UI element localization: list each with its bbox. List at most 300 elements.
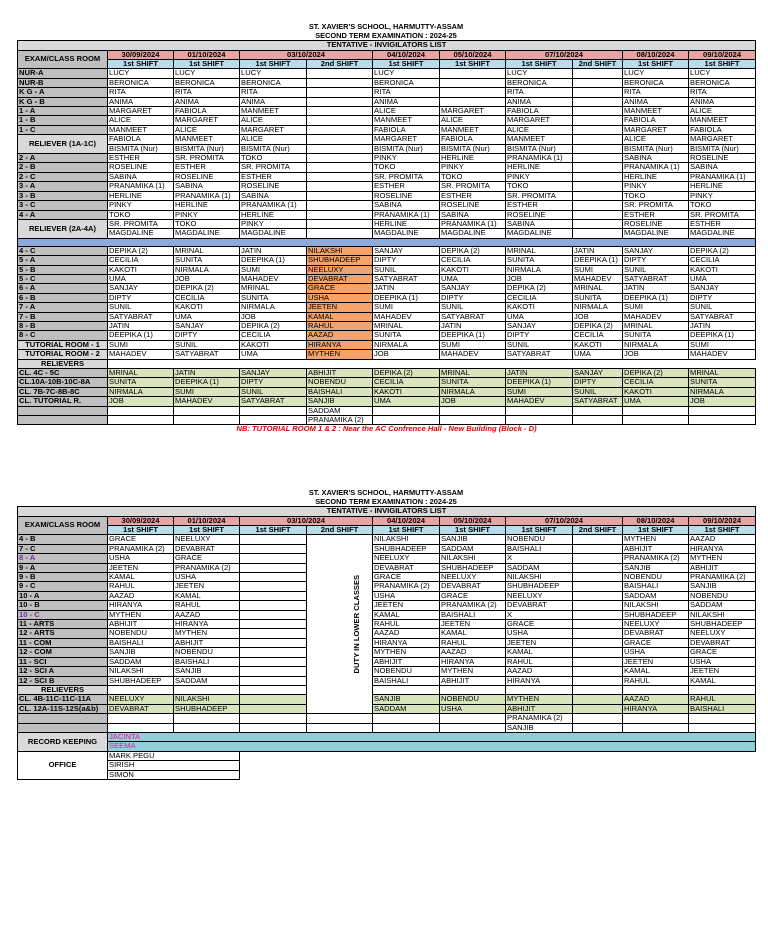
- date-header: 01/10/2024: [174, 50, 240, 59]
- name-cell: SATYABRAT: [623, 274, 689, 283]
- name-cell: BAISHALI: [174, 657, 240, 666]
- name-cell: [573, 182, 623, 191]
- name-cell: ESTHER: [623, 210, 689, 219]
- row-label: 8 - B: [18, 321, 108, 330]
- name-cell: MAGDALINE: [174, 229, 240, 238]
- date-header: 03/10/2024: [240, 516, 373, 525]
- table-row: [18, 78, 756, 87]
- name-cell: SABINA: [440, 210, 506, 219]
- office-staff-name: SIMON: [108, 770, 240, 779]
- name-cell: NILAKSHI: [108, 667, 174, 676]
- name-cell: HIRANYA: [689, 544, 756, 553]
- name-cell: PRANAMIKA (2): [506, 714, 573, 723]
- tentative-title: TENTATIVE - INVIGILATORS LIST: [18, 507, 756, 516]
- name-cell: CECILIA: [689, 256, 756, 265]
- table-row: [18, 601, 756, 610]
- name-cell: ESTHER: [240, 172, 307, 181]
- name-cell: [240, 582, 307, 591]
- name-cell: BERONICA: [506, 78, 573, 87]
- name-cell: HERLINE: [108, 191, 174, 200]
- name-cell: DEEPIKA (1): [506, 378, 573, 387]
- name-cell: ABHIJIT: [174, 638, 240, 647]
- invigilator-sheet-2: [17, 489, 755, 780]
- exam-name: SECOND TERM EXAMINATION : 2024-25: [315, 30, 457, 40]
- name-cell: ANIMA: [240, 97, 307, 106]
- name-cell: MYTHEN: [373, 648, 440, 657]
- row-label: 5 - C: [18, 274, 108, 283]
- name-cell: DIPTY: [174, 331, 240, 340]
- name-cell: JOB: [506, 274, 573, 283]
- name-cell: BAISHALI: [307, 387, 373, 396]
- shift-header: 1st SHIFT: [689, 526, 756, 535]
- name-cell: [440, 88, 506, 97]
- shift-header: 1st SHIFT: [623, 60, 689, 69]
- name-cell: GRACE: [440, 591, 506, 600]
- name-cell: MARGARET: [689, 135, 756, 144]
- name-cell: [573, 88, 623, 97]
- row-label: 1 - C: [18, 125, 108, 134]
- name-cell: KAKOTI: [689, 265, 756, 274]
- shift-header: 1st SHIFT: [373, 60, 440, 69]
- name-cell: NOBENDU: [307, 378, 373, 387]
- name-cell: PINKY: [240, 219, 307, 228]
- exam-class-room-header: EXAM/CLASS ROOM: [18, 50, 108, 69]
- name-cell: MAGDALINE: [373, 229, 440, 238]
- table-row: [18, 704, 756, 713]
- name-cell: [573, 667, 623, 676]
- name-cell: MAHADEV: [240, 274, 307, 283]
- name-cell: MANMEET: [623, 107, 689, 116]
- name-cell: JATIN: [108, 321, 174, 330]
- name-cell: JOB: [174, 274, 240, 283]
- name-cell: PRANAMIKA (2): [373, 582, 440, 591]
- name-cell: [573, 704, 623, 713]
- row-label: CL. 7B-7C-8B-8C: [18, 387, 108, 396]
- name-cell: KAKOTI: [573, 340, 623, 349]
- name-cell: ALICE: [174, 125, 240, 134]
- name-cell: SADDAM: [689, 601, 756, 610]
- name-cell: LUCY: [240, 69, 307, 78]
- name-cell: ANIMA: [506, 97, 573, 106]
- name-cell: MAGDALINE: [623, 229, 689, 238]
- name-cell: BERONICA: [174, 78, 240, 87]
- table-row: [18, 648, 756, 657]
- name-cell: SABINA: [506, 219, 573, 228]
- name-cell: LUCY: [506, 69, 573, 78]
- name-cell: KAKOTI: [373, 387, 440, 396]
- name-cell: KAKOTI: [108, 265, 174, 274]
- name-cell: [307, 78, 373, 87]
- name-cell: PRANAMIKA (1): [108, 182, 174, 191]
- name-cell: RITA: [506, 88, 573, 97]
- name-cell: NILAKSHI: [506, 573, 573, 582]
- name-cell: ALICE: [440, 116, 506, 125]
- row-label: CL. 12A-11S-12S(a&b): [18, 704, 108, 713]
- row-label: 3 - B: [18, 191, 108, 200]
- name-cell: MRINAL: [573, 284, 623, 293]
- name-cell: [573, 135, 623, 144]
- name-cell: NOBENDU: [373, 667, 440, 676]
- name-cell: [573, 648, 623, 657]
- name-cell: MYTHEN: [689, 554, 756, 563]
- name-cell: [573, 695, 623, 704]
- name-cell: DIPTY: [689, 293, 756, 302]
- name-cell: MANMEET: [689, 116, 756, 125]
- shift-header: 1st SHIFT: [506, 60, 573, 69]
- name-cell: SUMI: [240, 265, 307, 274]
- name-cell: AAZAD: [307, 331, 373, 340]
- name-cell: BAISHALI: [623, 582, 689, 591]
- shift-header: 1st SHIFT: [174, 526, 240, 535]
- name-cell: NILAKSHI: [689, 610, 756, 619]
- name-cell: SABINA: [623, 154, 689, 163]
- name-cell: BAISHALI: [440, 610, 506, 619]
- table-row: [18, 544, 756, 553]
- name-cell: SHUBHADEEP: [174, 704, 240, 713]
- table-row: [18, 554, 756, 563]
- name-cell: ALICE: [373, 107, 440, 116]
- name-cell: ALICE: [240, 135, 307, 144]
- name-cell: MANMEET: [506, 135, 573, 144]
- row-label: 11 - SCI: [18, 657, 108, 666]
- row-label: 10 - C: [18, 610, 108, 619]
- name-cell: SATYABRAT: [174, 350, 240, 359]
- name-cell: MANMEET: [108, 125, 174, 134]
- name-cell: NEELUXY: [623, 620, 689, 629]
- name-cell: SUNITA: [623, 331, 689, 340]
- table-row: [18, 201, 756, 210]
- name-cell: [240, 676, 307, 685]
- name-cell: BISMITA (Nur): [240, 144, 307, 153]
- name-cell: RITA: [373, 88, 440, 97]
- name-cell: [240, 573, 307, 582]
- name-cell: PRANAMIKA (2): [689, 573, 756, 582]
- name-cell: [240, 554, 307, 563]
- name-cell: HIRANYA: [307, 340, 373, 349]
- name-cell: RAHUL: [689, 695, 756, 704]
- name-cell: PRANAMIKA (1): [506, 154, 573, 163]
- relievers-label: RELIEVERS: [18, 685, 108, 694]
- name-cell: ABHIJIT: [373, 657, 440, 666]
- table-row: [18, 210, 756, 219]
- name-cell: UMA: [440, 274, 506, 283]
- name-cell: [307, 191, 373, 200]
- office-label: OFFICE: [18, 751, 108, 779]
- name-cell: MANMEET: [373, 116, 440, 125]
- name-cell: ANIMA: [623, 97, 689, 106]
- name-cell: [573, 154, 623, 163]
- name-cell: ESTHER: [108, 154, 174, 163]
- name-cell: [240, 601, 307, 610]
- name-cell: SUMI: [373, 303, 440, 312]
- table-row: [18, 246, 756, 255]
- date-header: 01/10/2024: [174, 516, 240, 525]
- table-row: [18, 535, 756, 544]
- name-cell: DEPIKA (2): [689, 246, 756, 255]
- name-cell: MAHADEV: [689, 350, 756, 359]
- row-label: RELIEVER (1A-1C): [18, 135, 108, 154]
- name-cell: SUNIL: [506, 340, 573, 349]
- name-cell: MAGDALINE: [108, 229, 174, 238]
- name-cell: UMA: [174, 312, 240, 321]
- date-header: 04/10/2024: [373, 516, 440, 525]
- name-cell: SANJAY: [174, 321, 240, 330]
- name-cell: [573, 573, 623, 582]
- name-cell: USHA: [689, 657, 756, 666]
- name-cell: DEEPIKA (1): [240, 256, 307, 265]
- name-cell: JATIN: [623, 284, 689, 293]
- name-cell: KAMAL: [174, 591, 240, 600]
- name-cell: ABHIJIT: [108, 620, 174, 629]
- table-row: [18, 685, 756, 694]
- row-label: 5 - B: [18, 265, 108, 274]
- table-row: [18, 191, 756, 200]
- name-cell: MAHADEV: [440, 350, 506, 359]
- school-name: ST. XAVIER'S SCHOOL, HARMUTTY-ASSAM: [308, 22, 464, 31]
- name-cell: DEVABRAT: [506, 601, 573, 610]
- name-cell: NIRMALA: [689, 387, 756, 396]
- name-cell: SUNIL: [440, 303, 506, 312]
- name-cell: SR. PROMITA: [108, 219, 174, 228]
- name-cell: TOKO: [440, 172, 506, 181]
- name-cell: ROSELINE: [174, 172, 240, 181]
- table-row: [18, 107, 756, 116]
- name-cell: PRANAMIKA (1): [174, 191, 240, 200]
- date-header: 08/10/2024: [623, 516, 689, 525]
- name-cell: DEVABRAT: [108, 704, 174, 713]
- name-cell: KAMAL: [689, 676, 756, 685]
- table-row: [18, 163, 756, 172]
- name-cell: CECILIA: [174, 293, 240, 302]
- name-cell: PINKY: [506, 172, 573, 181]
- name-cell: [307, 210, 373, 219]
- name-cell: MRINAL: [174, 246, 240, 255]
- name-cell: SADDAM: [373, 704, 440, 713]
- row-label: 11 - ARTS: [18, 620, 108, 629]
- name-cell: SABINA: [689, 163, 756, 172]
- name-cell: DEPIKA (2): [506, 284, 573, 293]
- name-cell: SUMI: [174, 387, 240, 396]
- name-cell: MYTHEN: [440, 667, 506, 676]
- name-cell: ROSELINE: [240, 182, 307, 191]
- name-cell: MAGDALINE: [240, 229, 307, 238]
- name-cell: KAKOTI: [623, 387, 689, 396]
- name-cell: [240, 629, 307, 638]
- name-cell: MARGARET: [440, 107, 506, 116]
- name-cell: DEVABRAT: [373, 563, 440, 572]
- duty-text: DUTY IN LOWER CLASSES: [352, 574, 362, 674]
- name-cell: JATIN: [506, 369, 573, 378]
- name-cell: KAMAL: [440, 629, 506, 638]
- name-cell: [307, 172, 373, 181]
- name-cell: [573, 69, 623, 78]
- name-cell: [307, 154, 373, 163]
- name-cell: DEEPIKA (1): [174, 378, 240, 387]
- date-header: 03/10/2024: [240, 50, 373, 59]
- name-cell: JATIN: [440, 321, 506, 330]
- row-label: 11 - COM: [18, 638, 108, 647]
- name-cell: MAGDALINE: [506, 229, 573, 238]
- table-row: [18, 667, 756, 676]
- shift-header: 1st SHIFT: [506, 526, 573, 535]
- row-label: 7 - B: [18, 312, 108, 321]
- shift-header: 2nd SHIFT: [307, 526, 373, 535]
- name-cell: [240, 563, 307, 572]
- name-cell: CECILIA: [506, 293, 573, 302]
- name-cell: JATIN: [240, 246, 307, 255]
- name-cell: [573, 116, 623, 125]
- name-cell: MYTHEN: [174, 629, 240, 638]
- name-cell: ESTHER: [373, 182, 440, 191]
- row-label: NUR-B: [18, 78, 108, 87]
- table-row: [18, 229, 756, 238]
- name-cell: SATYABRAT: [440, 312, 506, 321]
- name-cell: RAHUL: [440, 638, 506, 647]
- name-cell: AAZAD: [440, 648, 506, 657]
- name-cell: ROSELINE: [440, 201, 506, 210]
- name-cell: SANJIB: [506, 723, 573, 732]
- name-cell: CECILIA: [573, 331, 623, 340]
- table-row: [18, 331, 756, 340]
- name-cell: MYTHEN: [506, 695, 573, 704]
- name-cell: JOB: [240, 312, 307, 321]
- name-cell: [240, 591, 307, 600]
- row-label: CL. TUTORIAL R.: [18, 397, 108, 406]
- name-cell: NOBENDU: [440, 695, 506, 704]
- name-cell: ROSELINE: [108, 163, 174, 172]
- office-staff-name: MARK PEGU: [108, 751, 240, 760]
- name-cell: USHA: [623, 648, 689, 657]
- name-cell: SR. PROMITA: [240, 163, 307, 172]
- name-cell: SUNIL: [689, 303, 756, 312]
- table-row: [18, 69, 756, 78]
- name-cell: CECILIA: [440, 256, 506, 265]
- name-cell: USHA: [440, 704, 506, 713]
- name-cell: SR. PROMITA: [174, 154, 240, 163]
- name-cell: SUNITA: [440, 378, 506, 387]
- name-cell: UMA: [689, 274, 756, 283]
- name-cell: [573, 125, 623, 134]
- name-cell: MAHADEV: [623, 312, 689, 321]
- name-cell: ALICE: [240, 116, 307, 125]
- name-cell: ALICE: [689, 107, 756, 116]
- row-label: 2 - C: [18, 172, 108, 181]
- name-cell: JEETEN: [689, 667, 756, 676]
- name-cell: MARGARET: [506, 116, 573, 125]
- name-cell: ABHIJIT: [689, 563, 756, 572]
- name-cell: MRINAL: [506, 246, 573, 255]
- name-cell: JEETEN: [623, 657, 689, 666]
- row-label: 9 - C: [18, 582, 108, 591]
- name-cell: JATIN: [689, 321, 756, 330]
- name-cell: BAISHALI: [373, 676, 440, 685]
- name-cell: HERLINE: [240, 210, 307, 219]
- name-cell: UMA: [373, 397, 440, 406]
- name-cell: [307, 229, 373, 238]
- row-label: CL. 4C - 5C: [18, 369, 108, 378]
- shift-header: 2nd SHIFT: [307, 60, 373, 69]
- relievers-label: RELIEVERS: [18, 359, 108, 368]
- name-cell: SADDAM: [623, 591, 689, 600]
- name-cell: KAMAL: [108, 573, 174, 582]
- name-cell: [573, 582, 623, 591]
- name-cell: JEETEN: [373, 601, 440, 610]
- name-cell: JOB: [573, 312, 623, 321]
- name-cell: CECILIA: [373, 378, 440, 387]
- name-cell: [440, 78, 506, 87]
- name-cell: NEELUXY: [108, 695, 174, 704]
- name-cell: MRINAL: [440, 369, 506, 378]
- row-label: 9 - B: [18, 573, 108, 582]
- name-cell: BERONICA: [240, 78, 307, 87]
- name-cell: SANJAY: [623, 246, 689, 255]
- name-cell: PINKY: [373, 154, 440, 163]
- name-cell: NEELUXY: [373, 554, 440, 563]
- name-cell: DEEPIKA (1): [689, 331, 756, 340]
- name-cell: [573, 544, 623, 553]
- name-cell: NIRMALA: [440, 387, 506, 396]
- table-row: [18, 369, 756, 378]
- name-cell: ABHIJIT: [506, 704, 573, 713]
- name-cell: LUCY: [174, 69, 240, 78]
- name-cell: [573, 107, 623, 116]
- name-cell: MAHADEV: [373, 312, 440, 321]
- name-cell: ALICE: [506, 125, 573, 134]
- name-cell: [307, 135, 373, 144]
- name-cell: PRANAMIKA (1): [689, 172, 756, 181]
- name-cell: NEELUXY: [174, 535, 240, 544]
- name-cell: [307, 116, 373, 125]
- name-cell: BERONICA: [689, 78, 756, 87]
- table-row: [18, 116, 756, 125]
- name-cell: DIPTY: [373, 256, 440, 265]
- name-cell: SATYABRAT: [240, 397, 307, 406]
- table-row: [18, 638, 756, 647]
- name-cell: PRANAMIKA (2): [174, 563, 240, 572]
- row-label: 4 - B: [18, 535, 108, 544]
- table-row: [18, 350, 756, 359]
- name-cell: AAZAD: [689, 535, 756, 544]
- name-cell: GRACE: [108, 535, 174, 544]
- name-cell: DEVABRAT: [689, 638, 756, 647]
- name-cell: MANMEET: [240, 107, 307, 116]
- name-cell: [240, 667, 307, 676]
- name-cell: ESTHER: [689, 219, 756, 228]
- row-label: 1 - A: [18, 107, 108, 116]
- date-header: 09/10/2024: [689, 50, 756, 59]
- name-cell: SABINA: [108, 172, 174, 181]
- table-row: [18, 582, 756, 591]
- table-row: [18, 676, 756, 685]
- row-label: 7 - A: [18, 303, 108, 312]
- name-cell: HERLINE: [440, 154, 506, 163]
- row-label: 5 - A: [18, 256, 108, 265]
- name-cell: PRANAMIKA (1): [240, 201, 307, 210]
- table-row: [18, 274, 756, 283]
- table-row: [18, 340, 756, 349]
- name-cell: HERLINE: [174, 201, 240, 210]
- name-cell: LUCY: [689, 69, 756, 78]
- name-cell: SADDAM: [174, 676, 240, 685]
- name-cell: SUMI: [689, 340, 756, 349]
- name-cell: MRINAL: [689, 369, 756, 378]
- name-cell: TOKO: [506, 182, 573, 191]
- row-label: 2 - A: [18, 154, 108, 163]
- name-cell: BERONICA: [108, 78, 174, 87]
- date-header: 30/09/2024: [108, 50, 174, 59]
- date-header: 09/10/2024: [689, 516, 756, 525]
- name-cell: MRINAL: [623, 321, 689, 330]
